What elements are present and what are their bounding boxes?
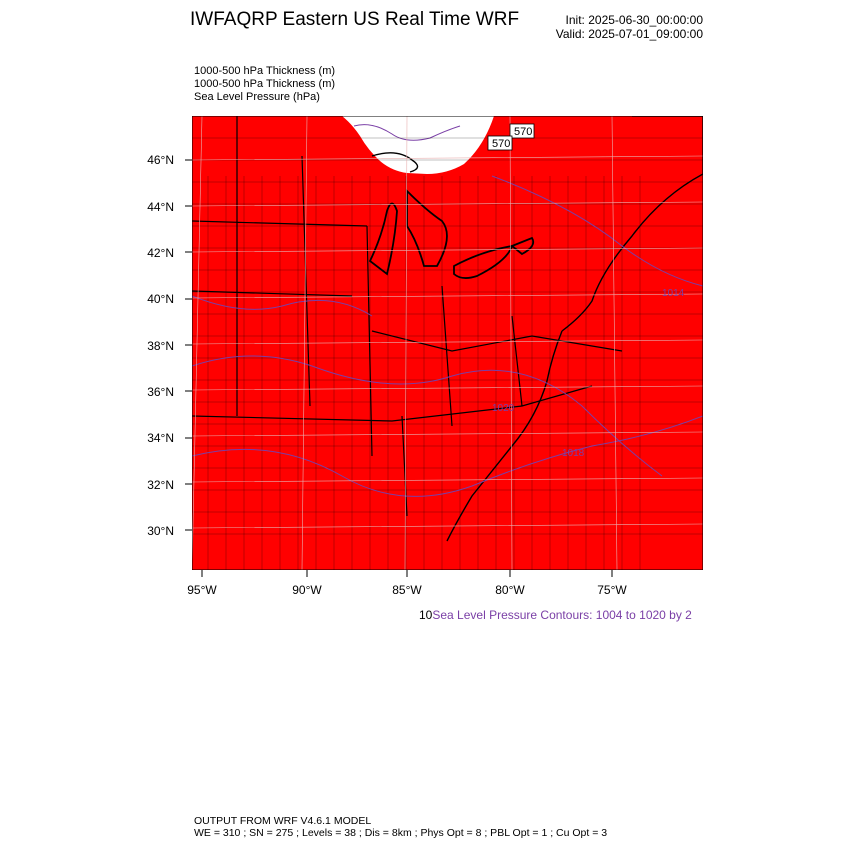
map-panel xyxy=(192,116,703,570)
field-thickness-1: 1000-500 hPa Thickness (m) xyxy=(194,65,336,77)
slp-label-2: 1018 xyxy=(562,448,585,459)
contour-note-text: Sea Level Pressure Contours: 1004 to 1020 by 2 xyxy=(432,608,692,622)
lat-axis xyxy=(140,116,192,570)
lat-label-32: 32°N xyxy=(147,478,174,492)
lat-label-34: 34°N xyxy=(147,431,174,445)
footer-line-1: OUTPUT FROM WRF V4.6.1 MODEL xyxy=(194,815,372,827)
model-footer xyxy=(194,815,607,839)
lon-label-75: 75°W xyxy=(597,583,627,597)
slp-label-1: 1014 xyxy=(662,288,685,299)
field-thickness-2: 1000-500 hPa Thickness (m) xyxy=(194,78,336,90)
lat-label-46: 46°N xyxy=(147,153,174,167)
thickness-label-1: 570 xyxy=(514,126,533,138)
lat-label-44: 44°N xyxy=(147,200,174,214)
lat-label-38: 38°N xyxy=(147,339,174,353)
lon-label-90: 90°W xyxy=(292,583,322,597)
thickness-label-2: 570 xyxy=(492,138,511,150)
valid-time: Valid: 2025-07-01_09:00:00 xyxy=(555,27,703,41)
plot-title: IWFAQRP Eastern US Real Time WRF xyxy=(190,9,520,30)
contour-note-prefix: 10 xyxy=(419,608,433,622)
field-list xyxy=(194,65,335,104)
footer-line-2: WE = 310 ; SN = 275 ; Levels = 38 ; Dis = 8km ; Phys Opt = 8 ; PBL Opt = 1 ; Cu Opt = 3 xyxy=(194,827,608,839)
lon-axis xyxy=(180,570,720,600)
lat-label-42: 42°N xyxy=(147,246,174,260)
lon-label-95: 95°W xyxy=(187,583,217,597)
land-fill xyxy=(192,116,703,570)
run-times xyxy=(556,13,703,41)
lat-label-30: 30°N xyxy=(147,524,174,538)
lat-label-36: 36°N xyxy=(147,385,174,399)
contour-note xyxy=(419,608,692,622)
lat-label-40: 40°N xyxy=(147,292,174,306)
lon-label-85: 85°W xyxy=(392,583,422,597)
field-slp: Sea Level Pressure (hPa) xyxy=(194,91,320,103)
lon-label-80: 80°W xyxy=(495,583,525,597)
slp-label-3: 1020 xyxy=(492,403,515,414)
init-time: Init: 2025-06-30_00:00:00 xyxy=(565,13,703,27)
